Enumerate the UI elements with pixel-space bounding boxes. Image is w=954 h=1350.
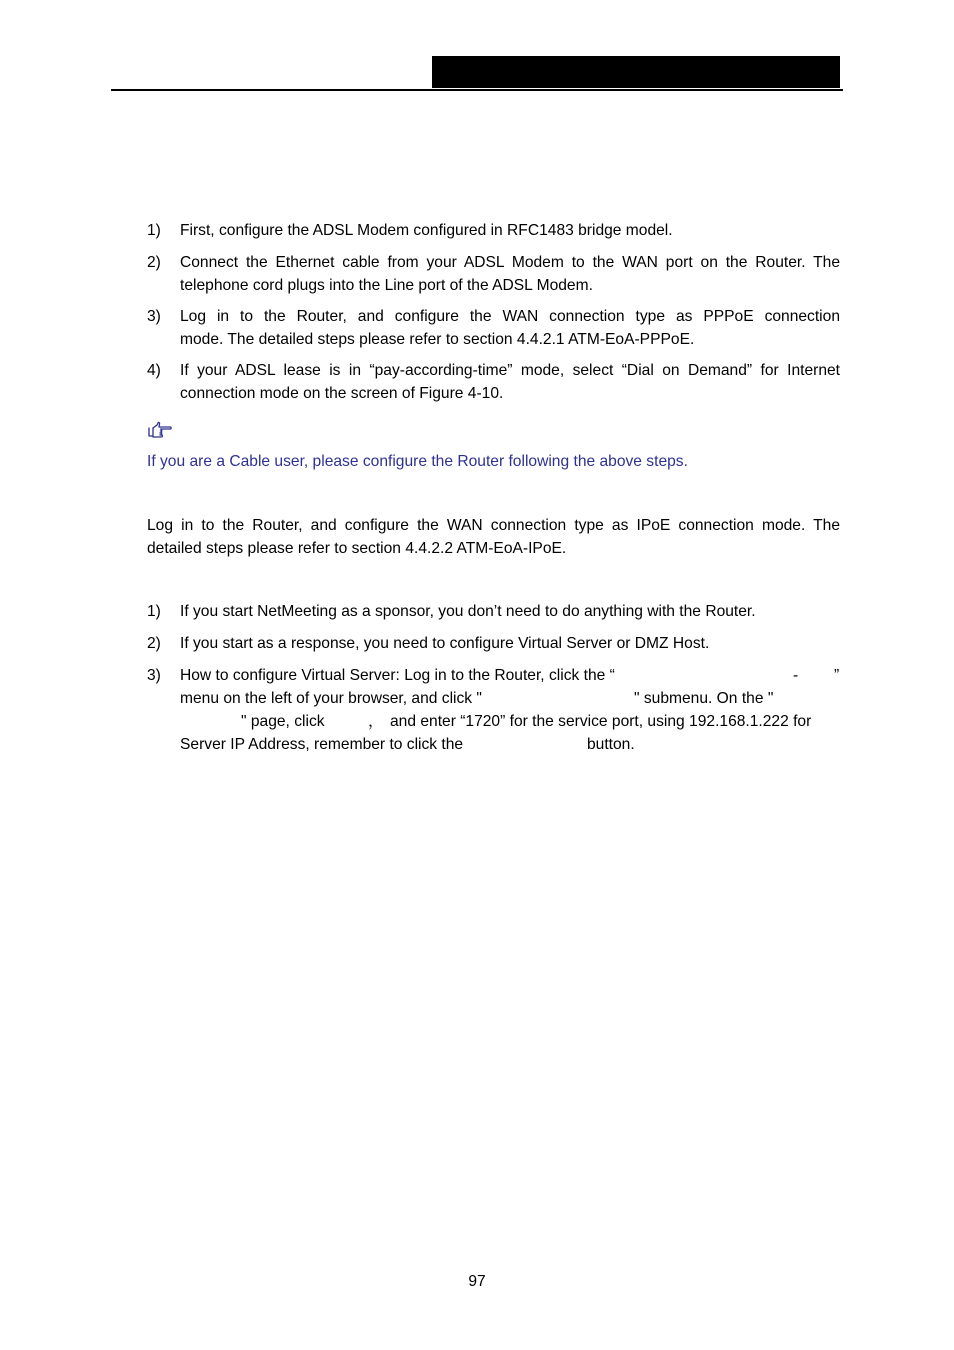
list-item-text: If you start NetMeeting as a sponsor, you don’t need to do anything with the Router. xyxy=(180,603,756,620)
paragraph-line: Log in to the Router, and configure the WAN connection type as IPoE connection mode. The xyxy=(147,517,840,534)
list-number: 1) xyxy=(147,222,161,239)
ipoe-paragraph xyxy=(147,514,840,560)
list-number: 3) xyxy=(147,308,161,325)
list-item-text: If your ADSL lease is in “pay-according-time” mode, select “Dial on Demand” for Internet xyxy=(180,362,840,379)
item3-text: - xyxy=(793,667,799,684)
header-bar xyxy=(432,56,840,88)
pointing-hand-icon xyxy=(147,420,173,440)
list-item-text: Log in to the Router, and configure the WAN connection type as PPPoE connection xyxy=(180,308,840,325)
item3-text: Server IP Address, remember to click the xyxy=(180,736,464,753)
item3-text: ， xyxy=(368,713,384,730)
list-number: 1) xyxy=(147,603,161,620)
item3-text: " page, click xyxy=(241,713,325,730)
list-number: 3) xyxy=(147,667,161,684)
item3-text: " submenu. On the " xyxy=(634,690,774,707)
list-item-text: mode. The detailed steps please refer to section 4.4.2.1 ATM-EoA-PPPoE. xyxy=(180,331,695,348)
item3-text: button. xyxy=(587,736,635,753)
list-item-text: connection mode on the screen of Figure 4-10. xyxy=(180,385,504,402)
list-item-text: If you start as a response, you need to configure Virtual Server or DMZ Host. xyxy=(180,635,710,652)
list-item-text: Connect the Ethernet cable from your ADSL Modem to the WAN port on the Router. The xyxy=(180,254,840,271)
list-number: 4) xyxy=(147,362,161,379)
note-text: If you are a Cable user, please configure the Router following the above steps. xyxy=(147,453,688,470)
item3-text: How to configure Virtual Server: Log in to the Router, click the “ xyxy=(180,667,615,684)
item3-text: ” xyxy=(834,667,840,684)
paragraph-line: detailed steps please refer to section 4.4.2.2 ATM-EoA-IPoE. xyxy=(147,540,567,557)
list-number: 2) xyxy=(147,254,161,271)
list-number: 2) xyxy=(147,635,161,652)
list-item-text: telephone cord plugs into the Line port of the ADSL Modem. xyxy=(180,277,593,294)
list-item-text: First, configure the ADSL Modem configured in RFC1483 bridge model. xyxy=(180,222,673,239)
header-rule xyxy=(111,89,843,91)
item3-text: menu on the left of your browser, and click " xyxy=(180,690,482,707)
page-number: 97 xyxy=(468,1273,486,1290)
item3-text: and enter “1720” for the service port, using 192.168.1.222 for xyxy=(390,713,812,730)
